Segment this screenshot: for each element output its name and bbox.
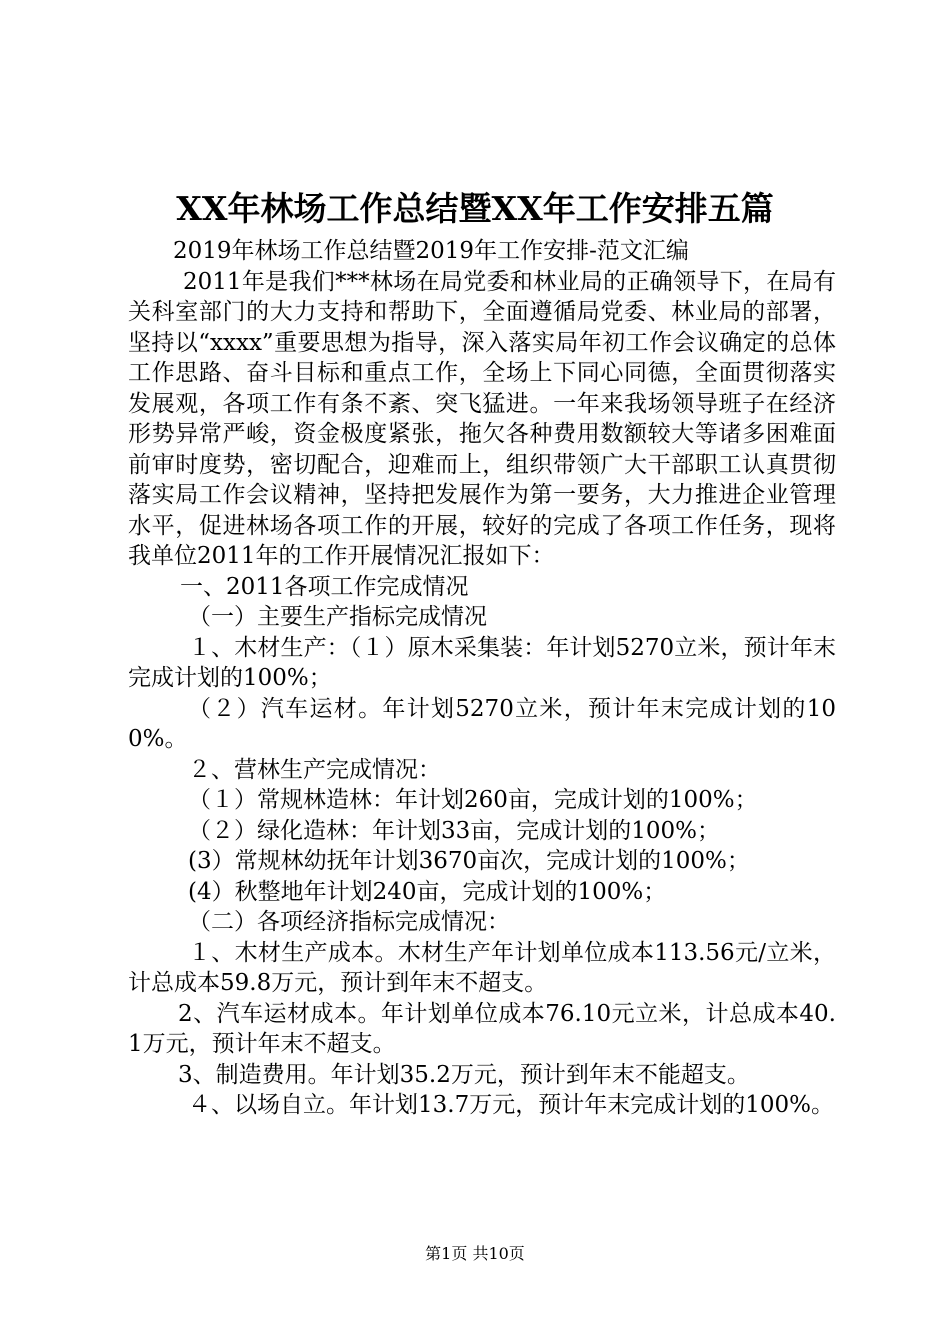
list-item: （２）绿化造林：年计划33亩，完成计划的100%； bbox=[188, 817, 721, 844]
section-heading: 一、2011各项工作完成情况 bbox=[180, 573, 469, 600]
list-item: １、木材生产成本。木材生产年计划单位成本113.56元/立米，计总成本59.8万元，预计到年末不超支。 bbox=[128, 939, 836, 996]
list-item: (3）常规林幼抚年计划3670亩次，完成计划的100%； bbox=[188, 848, 750, 874]
list-item: 2、汽车运材成本。年计划单位成本76.10元立米，计总成本40.1万元，预计年末不超支。 bbox=[128, 1000, 836, 1057]
list-item: ２、营林生产完成情况： bbox=[188, 756, 441, 783]
list-item: (4）秋整地年计划240亩，完成计划的100%； bbox=[188, 878, 667, 905]
list-item: ４、以场自立。年计划13.7万元，预计年末完成计划的100%。 bbox=[188, 1092, 834, 1118]
list-item: 3、制造费用。年计划35.2万元，预计到年末不能超支。 bbox=[178, 1061, 750, 1088]
subsection-heading: （一）主要生产指标完成情况 bbox=[188, 604, 487, 630]
list-item: １、木材生产：（１）原木采集装：年计划5270立米，预计年末完成计划的100%； bbox=[128, 634, 836, 691]
list-item: （２）汽车运材。年计划5270立米，预计年末完成计划的100%。 bbox=[128, 695, 836, 752]
list-item: （１）常规林造林：年计划260亩，完成计划的100%； bbox=[188, 787, 758, 813]
page-footer: 第1页 共10页 bbox=[425, 1244, 525, 1263]
subsection-heading: （二）各项经济指标完成情况： bbox=[188, 909, 510, 935]
subtitle-paragraph: 2019年林场工作总结暨2019年工作安排-范文汇编 bbox=[173, 238, 689, 264]
document-body bbox=[128, 236, 836, 1121]
document-title: XX年林场工作总结暨XX年工作安排五篇 bbox=[176, 189, 774, 228]
intro-paragraph: 2011年是我们***林场在局党委和林业局的正确领导下，在局有关科室部门的大力支持和帮助下，全面遵循局党委、林业局的部署，坚持以“xxxx”重要思想为指导，深入落实局年初工作会议确定的总体工作思路、奋斗目标和重点工作，全场上下同心同德，全面贯彻落实发展观，各项工作有条不紊、突飞猛进。一年来我场领导班子在经济形势异常严峻，资金极度紧张，拖欠各种费用数额较大等诸多困难面前审时度势，密切配合，迎难而上，组织带领广大干部职工认真贯彻落实局工作会议精神，坚持把发展作为第一要务，大力推进企业管理水平，促进林场各项工作的开展，较好的完成了各项工作任务，现将我单位2011年的工作开展情况汇报如下： bbox=[128, 268, 836, 569]
